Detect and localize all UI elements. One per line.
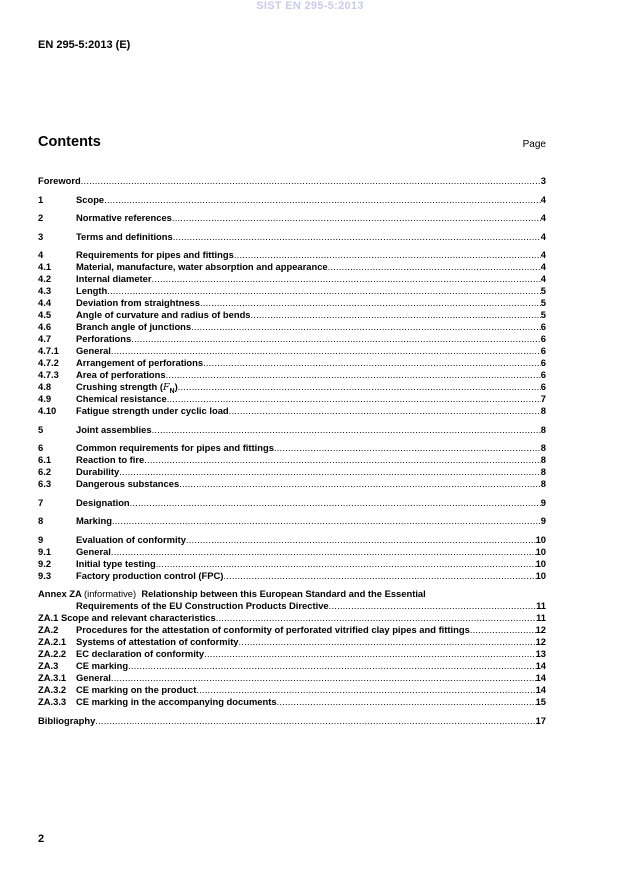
toc-entry-za-2-2[interactable]: ZA.2.2 EC declaration of conformity ..... 13: [38, 648, 546, 660]
toc-entry-1[interactable]: 1 Scope ..... 4: [38, 194, 546, 206]
page-column-label: Page: [522, 139, 546, 150]
toc-entry-za-2[interactable]: ZA.2 Procedures for the attestation of conformity of perforated vitrified clay pipes and fittings ..... 12: [38, 624, 546, 636]
toc-entry-4-4[interactable]: 4.4 Deviation from straightness ..... 5: [38, 297, 546, 309]
toc-entry-7[interactable]: 7 Designation ..... 9: [38, 497, 546, 509]
toc-entry-9-1[interactable]: 9.1 General ..... 10: [38, 546, 546, 558]
page-number: 2: [38, 833, 45, 845]
toc-entry-za-1[interactable]: ZA.1 Scope and relevant characteristics ..... 11: [38, 612, 546, 624]
toc-entry-4-3[interactable]: 4.3 Length ..... 5: [38, 285, 546, 297]
toc-entry-4-7-2[interactable]: 4.7.2 Arrangement of perforations ..... 6: [38, 357, 546, 369]
toc-entry-4[interactable]: 4 Requirements for pipes and fittings ..... 4: [38, 249, 546, 261]
toc-entry-4-1[interactable]: 4.1 Material, manufacture, water absorption and appearance ..... 4: [38, 261, 546, 273]
toc-entry-4-6[interactable]: 4.6 Branch angle of junctions ..... 6: [38, 321, 546, 333]
toc-entry-6-3[interactable]: 6.3 Dangerous substances ..... 8: [38, 478, 546, 490]
toc-entry-foreword[interactable]: Foreword ..... 3: [38, 175, 546, 187]
toc-entry-4-2[interactable]: 4.2 Internal diameter ..... 4: [38, 273, 546, 285]
toc-entry-za-3-1[interactable]: ZA.3.1 General ..... 14: [38, 672, 546, 684]
toc-entry-za-2-1[interactable]: ZA.2.1 Systems of attestation of conformity ..... 12: [38, 636, 546, 648]
toc-entry-4-7-1[interactable]: 4.7.1 General ..... 6: [38, 345, 546, 357]
toc-entry-za-3[interactable]: ZA.3 CE marking ..... 14: [38, 660, 546, 672]
toc-entry-annex-za-line2[interactable]: Requirements of the EU Construction Products Directive ..... 11: [38, 600, 546, 612]
toc-entry-2[interactable]: 2 Normative references ..... 4: [38, 212, 546, 224]
document-id: EN 295-5:2013 (E): [38, 39, 131, 51]
contents-heading: Contents: [38, 134, 101, 150]
toc-entry-4-9[interactable]: 4.9 Chemical resistance ..... 7: [38, 393, 546, 405]
toc-entry-6-2[interactable]: 6.2 Durability ..... 8: [38, 466, 546, 478]
toc-entry-9[interactable]: 9 Evaluation of conformity ..... 10: [38, 534, 546, 546]
toc-entry-6-1[interactable]: 6.1 Reaction to fire ..... 8: [38, 454, 546, 466]
toc-entry-8[interactable]: 8 Marking ..... 9: [38, 515, 546, 527]
toc-entry-9-3[interactable]: 9.3 Factory production control (FPC) ..... 10: [38, 570, 546, 582]
toc-entry-4-7[interactable]: 4.7 Perforations ..... 6: [38, 333, 546, 345]
crushing-strength-symbol: F: [162, 382, 170, 393]
toc-entry-4-10[interactable]: 4.10 Fatigue strength under cyclic load ..... 8: [38, 405, 546, 417]
toc-entry-4-5[interactable]: 4.5 Angle of curvature and radius of bends ..... 5: [38, 309, 546, 321]
toc-entry-3[interactable]: 3 Terms and definitions ..... 4: [38, 231, 546, 243]
toc-entry-annex-za-heading[interactable]: Annex ZA (informative) Relationship between this European Standard and the Essential: [38, 588, 426, 599]
watermark: SIST EN 295-5:2013: [256, 0, 364, 12]
toc-entry-za-3-2[interactable]: ZA.3.2 CE marking on the product ..... 14: [38, 684, 546, 696]
toc-entry-4-8[interactable]: 4.8 Crushing strength $(F_N)$ ..... 6: [38, 381, 546, 393]
toc-entry-6[interactable]: 6 Common requirements for pipes and fittings ..... 8: [38, 442, 546, 454]
toc-entry-za-3-3[interactable]: ZA.3.3 CE marking in the accompanying documents ..... 15: [38, 696, 546, 708]
toc-entry-9-2[interactable]: 9.2 Initial type testing ..... 10: [38, 558, 546, 570]
table-of-contents: [38, 175, 546, 727]
toc-entry-5[interactable]: 5 Joint assemblies ..... 8: [38, 424, 546, 436]
toc-entry-4-7-3[interactable]: 4.7.3 Area of perforations ..... 6: [38, 369, 546, 381]
toc-entry-bibliography[interactable]: Bibliography ..... 17: [38, 715, 546, 727]
